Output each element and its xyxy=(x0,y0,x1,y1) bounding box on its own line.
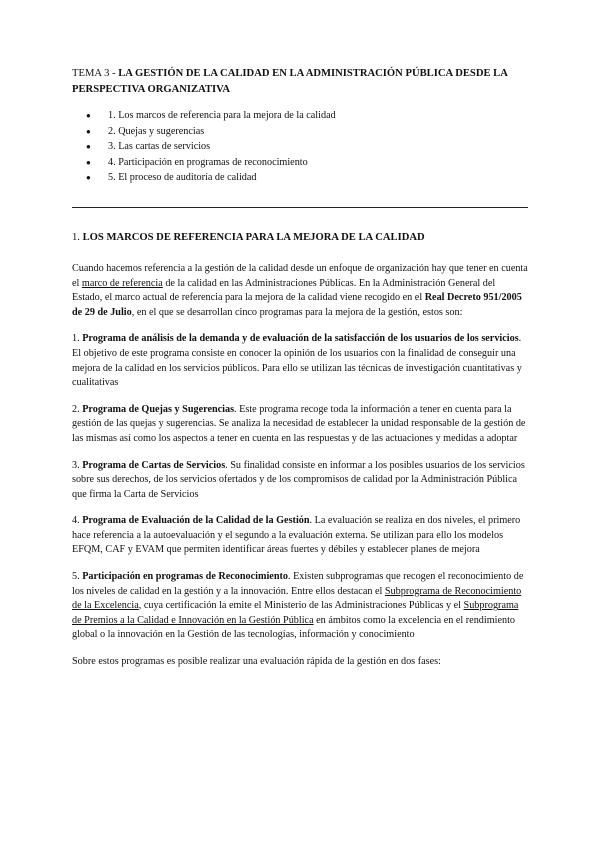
toc-item: ● 1. Los marcos de referencia para la mejora de la calidad xyxy=(72,108,528,124)
program-number: 1. xyxy=(72,333,83,345)
program-text: . El objetivo de este programa consiste en conocer la opinión de los usuarios con la finalidad de conseguir una mejora de la calidad en los servicios públicos. Para ello se utilizan las técnicas de investigación cuantitativas y cualitativas xyxy=(72,333,522,389)
program-title: Participación en programas de Reconocimiento xyxy=(82,571,288,583)
program-number: 5. xyxy=(72,571,83,583)
intro-text: Cuando hacemos referencia a la gestión de la calidad desde un enfoque de organización hay que tener en cuenta el xyxy=(72,262,528,289)
program-text: , cuya certificación la emite el Ministerio de las Administraciones Públicas y el xyxy=(138,600,464,612)
program-title: Programa de análisis de la demanda y de evaluación de la satisfacción de los usuarios de los servicios xyxy=(82,333,519,345)
program-title: Programa de Quejas y Sugerencias xyxy=(82,403,235,415)
subprograma-excelencia: Subprograma de Reconocimiento de la Excelencia xyxy=(72,585,522,612)
program-text: . La evaluación se realiza en dos niveles, el primero hace referencia a la autoevaluación y el segundo a la evaluación externa. Se utilizan para ello los modelos EFQM, CAF y EVAM que permiten identificar áreas fuertes y débiles y establecer planes de mejora xyxy=(72,515,521,556)
program-2-paragraph xyxy=(72,403,528,447)
program-text: . Este programa recoge toda la información a tener en cuenta para la gestión de las quejas y sugerencias. Se analiza la necesidad de establecer la unidad responsable de la gestión de las mismas así como los aspectos a tener en cuenta en las respuestas y de las actuaciones y medidas a adoptar xyxy=(72,403,526,444)
program-3-paragraph xyxy=(72,459,528,503)
program-number: 3. xyxy=(72,459,83,471)
program-5-paragraph xyxy=(72,570,528,643)
section-divider xyxy=(72,207,528,208)
marco-referencia-link: marco de referencia xyxy=(81,277,163,289)
closing-paragraph: Sobre estos programas es posible realizar una evaluación rápida de la gestión en dos fases: xyxy=(72,656,441,668)
program-text: . Su finalidad consiste en informar a los posibles usuarios de los servicios sobre sus derechos, de los servicios ofertados y de los compromisos de calidad por la Administración Pública que firma la Carta de Servicios xyxy=(72,459,525,500)
intro-paragraph xyxy=(72,262,528,320)
toc-item: ● 5. El proceso de auditoría de calidad xyxy=(72,170,528,186)
section-heading xyxy=(72,230,528,246)
document-title xyxy=(72,66,528,98)
program-text: en ámbitos como la excelencia en el rendimiento global o la innovación en la Gestión de las tecnologías, información y conocimiento xyxy=(72,614,516,641)
document-page xyxy=(72,66,528,682)
toc-item: ● 2. Quejas y sugerencias xyxy=(72,124,528,140)
intro-text: de la calidad en las Administraciones Públicas. En la Administración General del Estado, el marco actual de referencia para la mejora de la calidad viene recogido en el xyxy=(72,277,496,304)
program-number: 2. xyxy=(72,403,83,415)
program-number: 4. xyxy=(72,515,83,527)
toc-item: ● 3. Las cartas de servicios xyxy=(72,139,528,155)
section-number: 1. xyxy=(72,231,83,243)
toc-item: ● 4. Participación en programas de reconocimiento xyxy=(72,155,528,171)
intro-text: , en el que se desarrollan cinco programas para la mejora de la gestión, estos son: xyxy=(131,306,463,318)
program-text: . Existen subprogramas que recogen el reconocimiento de los niveles de calidad en la gestión y a la innovación. Entre ellos destacan el xyxy=(72,571,524,597)
program-4-paragraph xyxy=(72,514,528,558)
program-title: Programa de Evaluación de la Calidad de la Gestión xyxy=(82,515,310,527)
title-text: LA GESTIÓN DE LA CALIDAD EN LA ADMINISTRACIÓN PÚBLICA DESDE LA PERSPECTIVA ORGANIZATIVA xyxy=(72,68,508,95)
real-decreto: Real Decreto 951/2005 de 29 de Julio xyxy=(72,292,522,318)
section-title: LOS MARCOS DE REFERENCIA PARA LA MEJORA DE LA CALIDAD xyxy=(82,231,425,243)
table-of-contents xyxy=(72,108,528,186)
title-prefix: TEMA 3 - xyxy=(72,68,119,79)
subprograma-premios: Subprograma de Premios a la Calidad e Innovación en la Gestión Pública xyxy=(72,600,519,626)
program-title: Programa de Cartas de Servicios xyxy=(82,459,226,471)
program-1-paragraph xyxy=(72,332,528,390)
